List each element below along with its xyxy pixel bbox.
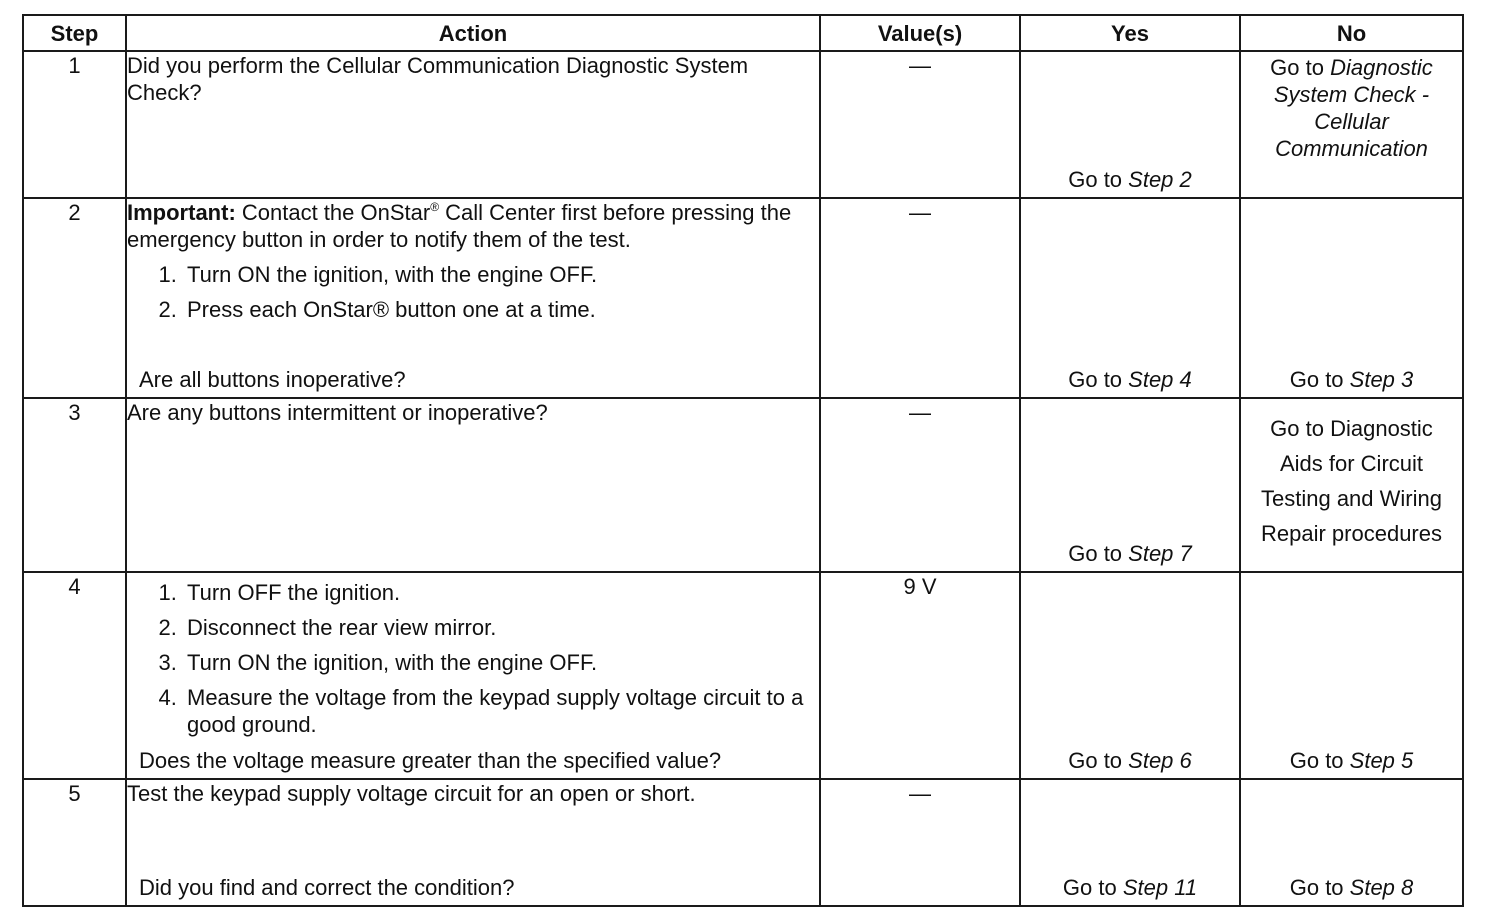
registered-mark: ® [430,200,440,214]
action-cell [126,198,820,398]
action-cell [126,572,820,779]
action-question: Did you find and correct the condition? [139,875,515,900]
table-row-step-5 [23,779,1463,906]
yes-link[interactable] [1021,366,1239,393]
yes-cell [1020,398,1240,572]
list-item: 2. Press each OnStar® button one at a time. [183,296,819,323]
header-step: Step [23,15,126,51]
action-cell [126,51,820,198]
table-row-step-2 [23,198,1463,398]
action-text: Test the keypad supply voltage circuit for an open or short. [127,781,696,806]
no-line: Repair procedures [1261,521,1442,546]
no-cell [1240,198,1463,398]
yes-cell [1020,51,1240,198]
list-item: 1. Turn ON the ignition, with the engine OFF. [183,261,819,288]
go-to-label: Go to [1289,875,1350,900]
value-cell: 9 V [820,572,1020,779]
step-target: Step 2 [1128,167,1192,192]
value-cell: — [820,779,1020,906]
step-target: Step 6 [1128,748,1192,773]
note-text-a: Contact the OnStar [235,200,431,225]
list-item: 4. Measure the voltage from the keypad supply voltage circuit to a good ground. [183,684,819,738]
no-link[interactable] [1241,366,1462,393]
yes-link[interactable] [1021,166,1239,193]
header-action: Action [126,15,820,51]
procedure-target: Diagnostic System Check - Cellular Communication [1273,55,1433,161]
step-target: Step 4 [1128,367,1192,392]
action-question: Are all buttons inoperative? [139,367,406,392]
go-to-label: Go to [1068,367,1129,392]
table-row-step-1 [23,51,1463,198]
step-target: Step 11 [1122,875,1198,900]
yes-cell [1020,779,1240,906]
action-text: Did you perform the Cellular Communication Diagnostic System Check? [127,53,749,105]
yes-link[interactable] [1021,874,1239,901]
important-label: Important: [127,200,236,225]
no-cell [1240,51,1463,198]
action-cell [126,398,820,572]
no-link[interactable] [1241,52,1462,162]
step-target: Step 8 [1349,875,1414,900]
no-cell [1240,398,1463,572]
value-cell: — [820,51,1020,198]
go-to-label: Go to [1068,541,1129,566]
no-cell [1240,572,1463,779]
action-cell [126,779,820,906]
header-no: No [1240,15,1463,51]
header-row [23,15,1463,51]
action-text: Are any buttons intermittent or inoperative? [127,400,548,425]
go-to-label: Go to [1068,167,1129,192]
header-yes: Yes [1020,15,1240,51]
yes-cell [1020,572,1240,779]
step-target: Step 7 [1128,541,1192,566]
step-number: 1 [23,51,126,198]
no-line: Testing and Wiring [1261,486,1442,511]
go-to-label: Go to [1068,748,1129,773]
table-row-step-4 [23,572,1463,779]
no-cell [1240,779,1463,906]
no-line: Go to Diagnostic [1270,416,1433,441]
step-number: 3 [23,398,126,572]
header-values: Value(s) [820,15,1020,51]
step-number: 5 [23,779,126,906]
action-question: Does the voltage measure greater than the specified value? [139,748,722,773]
step-target: Step 3 [1349,367,1414,392]
yes-link[interactable] [1021,540,1239,567]
note-text-b: Call Center first before pressing the emergency button in order to notify them of the test. [127,200,792,252]
no-link[interactable] [1241,874,1462,901]
go-to-label: Go to [1270,55,1331,80]
step-number: 4 [23,572,126,779]
value-cell: — [820,198,1020,398]
instruction-list [127,579,819,738]
step-number: 2 [23,198,126,398]
important-note [127,199,819,253]
go-to-label: Go to [1289,748,1350,773]
list-item: 2. Disconnect the rear view mirror. [183,614,819,641]
step-target: Step 5 [1349,748,1414,773]
yes-cell [1020,198,1240,398]
go-to-label: Go to [1062,875,1123,900]
yes-link[interactable] [1021,747,1239,774]
instruction-list [127,261,819,323]
value-cell: — [820,398,1020,572]
no-link[interactable] [1241,747,1462,774]
no-link[interactable] [1241,399,1462,551]
diagnostic-table [22,14,1464,907]
list-item: 3. Turn ON the ignition, with the engine OFF. [183,649,819,676]
table-row-step-3 [23,398,1463,572]
go-to-label: Go to [1289,367,1350,392]
list-item: 1. Turn OFF the ignition. [183,579,819,606]
no-line: Aids for Circuit [1279,451,1424,476]
